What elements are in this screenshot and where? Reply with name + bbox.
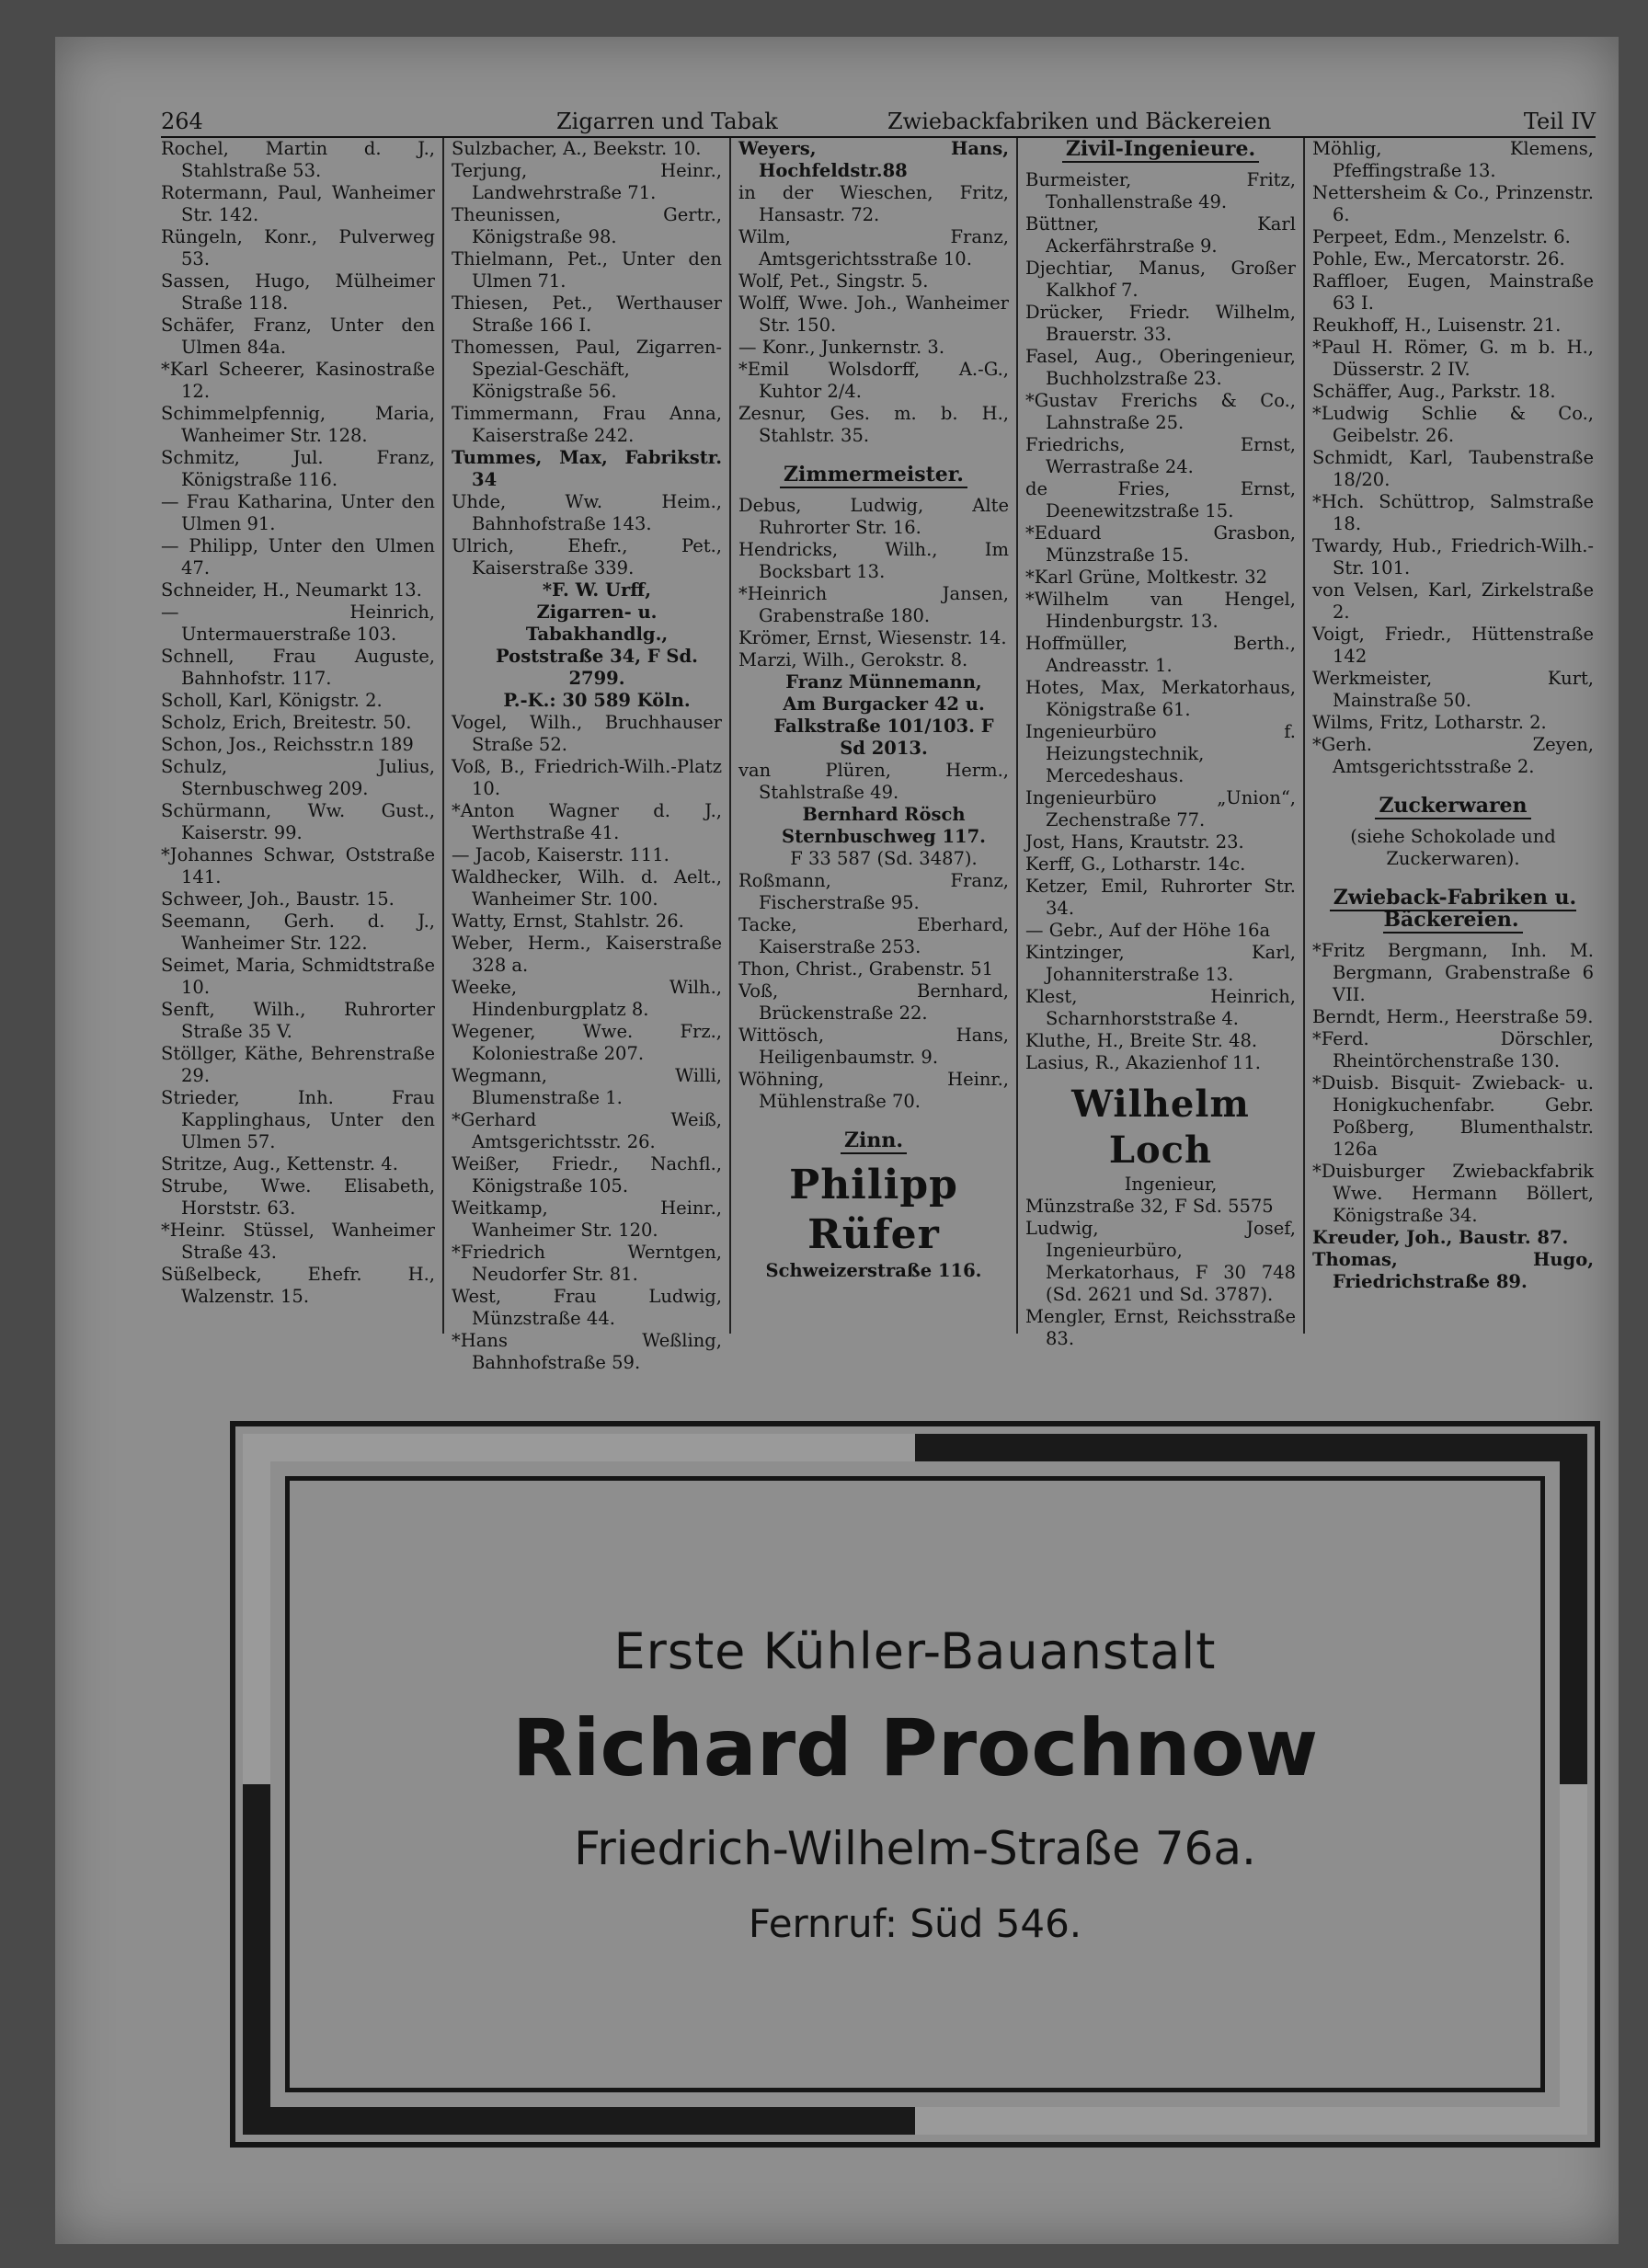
advertisement-line-4: Fernruf: Süd 546. (748, 1901, 1082, 1946)
directory-entry: Marzi, Wilh., Gerokstr. 8. (738, 649, 968, 670)
directory-entry: Fasel, Aug., Oberingenieur, Buchholzstraße 23. (1025, 346, 1296, 389)
directory-entry: Schon, Jos., Reichsstr.n 189 (161, 734, 414, 755)
directory-entry: Franz Münnemann, (785, 671, 982, 693)
directory-entry: Hendricks, Wilh., Im Bocksbart 13. (738, 539, 1009, 582)
directory-entry: Pohle, Ew., Mercatorstr. 26. (1312, 248, 1565, 269)
directory-entry: Zesnur, Ges. m. b. H., Stahlstr. 35. (738, 403, 1009, 446)
directory-entry: Burmeister, Fritz, Tonhallenstraße 49. (1025, 169, 1296, 212)
section-title-text: Zivil-Ingenieure. (1062, 137, 1259, 163)
directory-entry: Kluthe, H., Breite Str. 48. (1025, 1030, 1258, 1051)
directory-entry: Scholl, Karl, Königstr. 2. (161, 690, 383, 711)
directory-entry: *Johannes Schwar, Oststraße 141. (161, 844, 435, 888)
directory-entry: *Heinr. Stüssel, Wanheimer Straße 43. (161, 1220, 435, 1263)
directory-entry: Djechtiar, Manus, Großer Kalkhof 7. (1025, 258, 1296, 301)
directory-entry: P.-K.: 30 589 Köln. (503, 690, 691, 711)
directory-entry: *Gustav Frerichs & Co., Lahnstraße 25. (1025, 390, 1296, 433)
directory-entry: Tummes, Max, Fabrikstr. 34 (452, 447, 722, 490)
directory-entry: Thielmann, Pet., Unter den Ulmen 71. (452, 248, 722, 292)
directory-entry: Sternbuschweg 117. (782, 826, 986, 847)
column-3 (738, 138, 1018, 1334)
advertisement-box (230, 1421, 1600, 2148)
directory-entry: Schneider, H., Neumarkt 13. (161, 579, 422, 601)
directory-entry: — Konr., Junkernstr. 3. (738, 337, 945, 358)
directory-entry: *Friedrich Werntgen, Neudorfer Str. 81. (452, 1242, 722, 1285)
directory-entry: Mengler, Ernst, Reichsstraße 83. (1025, 1306, 1296, 1349)
directory-entry: *Duisb. Bisquit- Zwieback- u. Honigkuchenfabr. Gebr. Poßberg, Blumenthalstr. 126a (1312, 1072, 1594, 1160)
directory-entry: Nettersheim & Co., Prinzenstr. 6. (1312, 182, 1594, 225)
directory-entry: Stritze, Aug., Kettenstr. 4. (161, 1153, 398, 1174)
directory-entry: Jost, Hans, Krautstr. 23. (1025, 831, 1244, 853)
directory-entry: *Ludwig Schlie & Co., Geibelstr. 26. (1312, 403, 1594, 446)
section-title (1025, 138, 1296, 160)
directory-entry: Ketzer, Emil, Ruhrorter Str. 34. (1025, 876, 1296, 919)
directory-entry: Weber, Herm., Kaiserstraße 328 a. (452, 933, 722, 976)
directory-entry: Thomessen, Paul, Zigarren-Spezial-Geschäft, Königstraße 56. (452, 337, 722, 402)
directory-entry: Uhde, Ww. Heim., Bahnhofstraße 143. (452, 491, 722, 534)
directory-entry: in der Wieschen, Fritz, Hansastr. 72. (738, 182, 1009, 225)
directory-entry: Reukhoff, H., Luisenstr. 21. (1312, 315, 1562, 336)
directory-entry: Ulrich, Ehefr., Pet., Kaiserstraße 339. (452, 535, 722, 578)
directory-entry: *Paul H. Römer, G. m b. H., Düsserstr. 2 IV. (1312, 337, 1594, 380)
directory-entry: Schweer, Joh., Baustr. 15. (161, 888, 395, 910)
directory-entry: Rüngeln, Konr., Pulverweg 53. (161, 226, 435, 269)
featured-advertiser-address: Schweizerstraße 116. (765, 1260, 982, 1281)
directory-entry: Wolff, Wwe. Joh., Wanheimer Str. 150. (738, 292, 1009, 336)
advertisement-text (300, 1491, 1530, 2078)
directory-entry: Tacke, Eberhard, Kaiserstraße 253. (738, 914, 1009, 957)
directory-entry: *F. W. Urff, (542, 579, 652, 601)
directory-entry: *Eduard Grasbon, Münzstraße 15. (1025, 522, 1296, 566)
directory-entry: Theunissen, Gertr., Königstraße 98. (452, 204, 722, 247)
directory-entry: Hoffmüller, Berth., Andreasstr. 1. (1025, 633, 1296, 676)
featured-advertiser-name: Philipp Rüfer (789, 1162, 958, 1258)
directory-entry: — Frau Katharina, Unter den Ulmen 91. (161, 491, 435, 534)
directory-entry: *Emil Wolsdorff, A.-G., Kuhtor 2/4. (738, 359, 1009, 402)
directory-entry: Süßelbeck, Ehefr. H., Walzenstr. 15. (161, 1264, 435, 1307)
header-left-title: Zigarren und Tabak (556, 109, 778, 134)
directory-entry: Ingenieurbüro f. Heizungstechnik, Mercedeshaus. (1025, 721, 1296, 786)
directory-entry: Strieder, Inh. Frau Kapplinghaus, Unter den Ulmen 57. (161, 1087, 435, 1152)
directory-entry: Bernhard Rösch (802, 804, 966, 825)
section-note: (siehe Schokolade und Zuckerwaren). (1350, 826, 1556, 869)
directory-entry: Seimet, Maria, Schmidtstraße 10. (161, 955, 435, 998)
directory-entry: Kreuder, Joh., Baustr. 87. (1312, 1227, 1569, 1248)
directory-entry: Ingenieurbüro „Union“, Zechenstraße 77. (1025, 787, 1296, 830)
directory-entry: *Duisburger Zwiebackfabrik Wwe. Hermann Böllert, Königstraße 34. (1312, 1161, 1594, 1226)
directory-entry: Wegmann, Willi, Blumenstraße 1. (452, 1065, 722, 1108)
directory-entry: von Velsen, Karl, Zirkelstraße 2. (1312, 579, 1594, 623)
directory-entry: Voigt, Friedr., Hüttenstraße 142 (1312, 624, 1594, 667)
section-title (738, 464, 1009, 486)
directory-entry: Wöhning, Heinr., Mühlenstraße 70. (738, 1069, 1009, 1112)
section-title (1312, 795, 1594, 817)
directory-entry: Sassen, Hugo, Mülheimer Straße 118. (161, 270, 435, 314)
directory-entry: Thomas, Hugo, Friedrichstraße 89. (1312, 1249, 1594, 1292)
directory-entry: Möhlig, Klemens, Pfeffingstraße 13. (1312, 138, 1594, 181)
section-title-text: Zimmermeister. (780, 463, 967, 488)
directory-entry: Zigarren- u. Tabakhandlg., Poststraße 34, F Sd. 2799. (496, 601, 698, 689)
directory-entry: Hotes, Max, Merkatorhaus, Königstraße 61. (1025, 677, 1296, 720)
directory-entry: *Hans Weßling, Bahnhofstraße 59. (452, 1330, 722, 1373)
directory-entry: Voß, B., Friedrich-Wilh.-Platz 10. (452, 756, 722, 799)
directory-entry: Weyers, Hans, Hochfeldstr.88 (738, 138, 1009, 181)
directory-entry: Schulz, Julius, Sternbuschweg 209. (161, 756, 435, 799)
directory-entry: *Hch. Schüttrop, Salmstraße 18. (1312, 491, 1594, 534)
directory-entry: *Gerhard Weiß, Amtsgerichtsstr. 26. (452, 1109, 722, 1152)
directory-entry: Ludwig, Josef, Ingenieurbüro, Merkatorhaus, F 30 748 (Sd. 2621 und Sd. 3787). (1025, 1218, 1296, 1305)
directory-entry: Weitkamp, Heinr., Wanheimer Str. 120. (452, 1197, 722, 1241)
directory-entry: Schimmelpfennig, Maria, Wanheimer Str. 128. (161, 403, 435, 446)
directory-entry: Weißer, Friedr., Nachfl., Königstraße 105. (452, 1153, 722, 1197)
directory-entry: Sulzbacher, A., Beekstr. 10. (452, 138, 702, 159)
featured-advertiser-name: Wilhelm Loch (1071, 1082, 1250, 1172)
directory-columns (161, 137, 1596, 1373)
directory-entry: *Fritz Bergmann, Inh. M. Bergmann, Grabenstraße 6 VII. (1312, 940, 1594, 1005)
directory-entry: Terjung, Heinr., Landwehrstraße 71. (452, 160, 722, 203)
directory-entry: *Karl Grüne, Moltkestr. 32 (1025, 567, 1268, 588)
directory-entry: Drücker, Friedr. Wilhelm, Brauerstr. 33. (1025, 302, 1296, 345)
directory-entry: Vogel, Wilh., Bruchhauser Straße 52. (452, 712, 722, 755)
column-1 (161, 138, 444, 1334)
page-number: 264 (161, 109, 203, 134)
directory-entry: *Gerh. Zeyen, Amtsgerichtsstraße 2. (1312, 734, 1594, 777)
directory-entry: Büttner, Karl Ackerfährstraße 9. (1025, 213, 1296, 257)
directory-entry: F 33 587 (Sd. 3487). (790, 848, 978, 869)
directory-entry: Werkmeister, Kurt, Mainstraße 50. (1312, 668, 1594, 711)
directory-entry: Schäffer, Aug., Parkstr. 18. (1312, 381, 1556, 402)
directory-entry: — Gebr., Auf der Höhe 16a (1025, 920, 1271, 941)
directory-entry: Scholz, Erich, Breitestr. 50. (161, 712, 412, 733)
directory-entry: Waldhecker, Wilh. d. Aelt., Wanheimer Str. 100. (452, 866, 722, 910)
directory-entry: Raffloer, Eugen, Mainstraße 63 I. (1312, 270, 1594, 314)
directory-entry: Wittösch, Hans, Heiligenbaumstr. 9. (738, 1025, 1009, 1068)
column-2 (452, 138, 731, 1373)
directory-entry: Weeke, Wilh., Hindenburgplatz 8. (452, 977, 722, 1020)
page-header (161, 109, 1596, 138)
directory-entry: Strube, Wwe. Elisabeth, Horststr. 63. (161, 1175, 435, 1219)
header-part: Teil IV (1523, 109, 1596, 134)
directory-entry: *Wilhelm van Hengel, Hindenburgstr. 13. (1025, 589, 1296, 632)
header-right-title: Zwiebackfabriken und Bäckereien (887, 109, 1272, 134)
directory-entry: *Karl Scheerer, Kasinostraße 12. (161, 359, 435, 402)
directory-entry: Voß, Bernhard, Brückenstraße 22. (738, 980, 1009, 1024)
directory-entry: — Heinrich, Untermauerstraße 103. (161, 601, 435, 645)
directory-entry: Thon, Christ., Grabenstr. 51 (738, 958, 994, 979)
advertisement-line-2: Richard Prochnow (511, 1702, 1319, 1794)
directory-entry: Friedrichs, Ernst, Werrastraße 24. (1025, 434, 1296, 477)
directory-entry: Ingenieur, (1124, 1174, 1218, 1195)
directory-entry: *Anton Wagner d. J., Werthstraße 41. (452, 800, 722, 843)
directory-entry: Schmitz, Jul. Franz, Königstraße 116. (161, 447, 435, 490)
column-4 (1025, 137, 1305, 1349)
directory-entry: West, Frau Ludwig, Münzstraße 44. (452, 1286, 722, 1329)
directory-entry: — Jacob, Kaiserstr. 111. (452, 844, 670, 865)
advertisement-line-1: Erste Kühler-Bauanstalt (613, 1622, 1217, 1680)
directory-entry: Münzstraße 32, F Sd. 5575 (1025, 1196, 1274, 1217)
column-5 (1312, 138, 1594, 1334)
directory-entry: *Heinrich Jansen, Grabenstraße 180. (738, 583, 1009, 626)
directory-entry: Wegener, Wwe. Frz., Koloniestraße 207. (452, 1021, 722, 1064)
directory-entry: Timmermann, Frau Anna, Kaiserstraße 242. (452, 403, 722, 446)
directory-entry: Kerff, G., Lotharstr. 14c. (1025, 853, 1246, 875)
directory-entry: Watty, Ernst, Stahlstr. 26. (452, 911, 684, 932)
directory-entry: Roßmann, Franz, Fischerstraße 95. (738, 870, 1009, 913)
directory-entry: Thiesen, Pet., Werthauser Straße 166 I. (452, 292, 722, 336)
directory-entry: Wilm, Franz, Amtsgerichtsstraße 10. (738, 226, 1009, 269)
directory-entry: Stöllger, Käthe, Behrenstraße 29. (161, 1043, 435, 1086)
directory-entry: Krömer, Ernst, Wiesenstr. 14. (738, 627, 1007, 648)
directory-entry: Senft, Wilh., Ruhrorter Straße 35 V. (161, 999, 435, 1042)
section-title (1312, 887, 1594, 931)
directory-entry: van Plüren, Herm., Stahlstraße 49. (738, 760, 1009, 803)
directory-entry: Am Burgacker 42 u. Falkstraße 101/103. F Sd 2013. (773, 693, 994, 759)
directory-entry: Perpeet, Edm., Menzelstr. 6. (1312, 226, 1571, 247)
directory-entry: — Philipp, Unter den Ulmen 47. (161, 535, 435, 578)
directory-entry: Schürmann, Ww. Gust., Kaiserstr. 99. (161, 800, 435, 843)
section-title-text: Zuckerwaren (1375, 794, 1530, 819)
directory-entry: Debus, Ludwig, Alte Ruhrorter Str. 16. (738, 495, 1009, 538)
directory-entry: Kintzinger, Karl, Johanniterstraße 13. (1025, 942, 1296, 985)
directory-entry: Wilms, Fritz, Lotharstr. 2. (1312, 712, 1547, 733)
directory-entry: Lasius, R., Akazienhof 11. (1025, 1052, 1261, 1073)
section-title-text: Zinn. (841, 1128, 907, 1154)
directory-entry: Rotermann, Paul, Wanheimer Str. 142. (161, 182, 435, 225)
directory-entry: de Fries, Ernst, Deenewitzstraße 15. (1025, 478, 1296, 521)
directory-entry: Rochel, Martin d. J., Stahlstraße 53. (161, 138, 435, 181)
directory-entry: Wolf, Pet., Singstr. 5. (738, 270, 929, 292)
directory-entry: Klest, Heinrich, Scharnhorststraße 4. (1025, 986, 1296, 1029)
section-title (738, 1129, 1009, 1151)
directory-entry: *Ferd. Dörschler, Rheintörchenstraße 130. (1312, 1028, 1594, 1071)
directory-entry: Twardy, Hub., Friedrich-Wilh.-Str. 101. (1312, 535, 1594, 578)
section-title-text: Zwieback-Fabriken u. Bäckereien. (1330, 886, 1576, 934)
directory-entry: Schäfer, Franz, Unter den Ulmen 84a. (161, 315, 435, 358)
directory-entry: Seemann, Gerh. d. J., Wanheimer Str. 122. (161, 911, 435, 954)
advertisement-line-3: Friedrich-Wilhelm-Straße 76a. (574, 1822, 1256, 1875)
directory-entry: Schmidt, Karl, Taubenstraße 18/20. (1312, 447, 1594, 490)
directory-entry: Berndt, Herm., Heerstraße 59. (1312, 1006, 1594, 1027)
directory-entry: Schnell, Frau Auguste, Bahnhofstr. 117. (161, 646, 435, 689)
